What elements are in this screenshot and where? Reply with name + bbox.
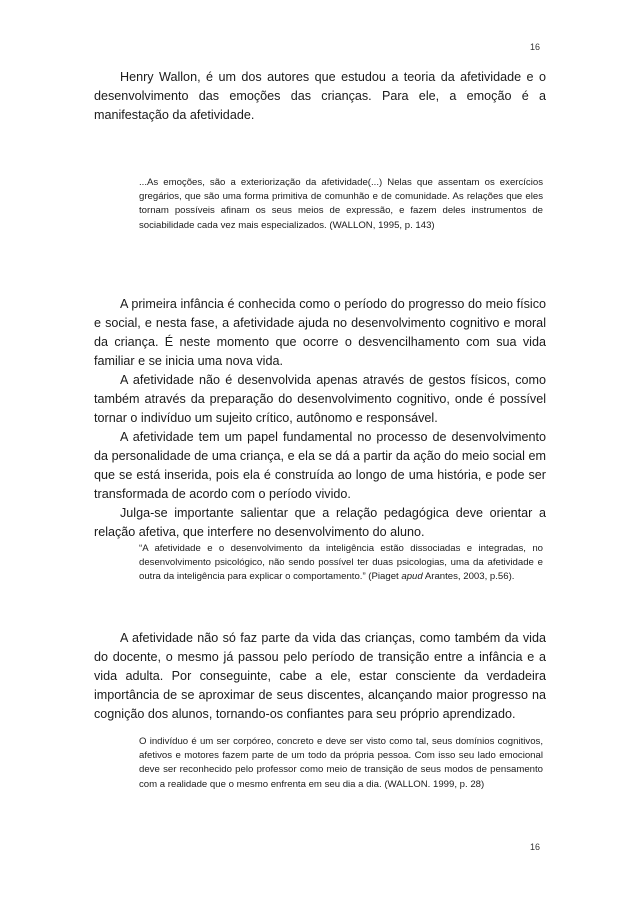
paragraph-personality: A afetividade tem um papel fundamental no processo de desenvolvimento da personalidade de uma criança, e ela se dá a partir da ação do meio social em que se está inserida, pois ela é construída ao longo de uma história, e pode ser transformada de acordo com o período vivido.	[94, 430, 546, 501]
page-number-top: 16	[529, 42, 540, 52]
quote-text-before: “A afetividade e o desenvolvimento da inteligência estão dissociadas e integradas, no desenvolvimento psicológico, não sendo possível ter duas psicologias, uma da afetividade e outra da inteligência para explicar o comportamento.” (Piaget	[139, 543, 543, 583]
paragraph-first-infancy: A primeira infância é conhecida como o período do progresso do meio físico e social, e nesta fase, a afetividade ajuda no desenvolvimento cognitivo e moral da criança. É neste momento que ocorre o desvencilhamento com sua vida familiar e se inicia uma nova vida.	[94, 297, 546, 368]
page-number-bottom: 16	[529, 842, 540, 852]
block-quote-wallon-1999: O indivíduo é um ser corpóreo, concreto e deve ser visto como tal, seus domínios cognitivos, afetivos e motores fazem parte de um todo da própria pessoa. Com isso seu lado emocional deve ser reconhecido pelo professor como meio de transição de seus modos de pensamento com a realidade que o mesmo enfrenta em seu dia a dia. (WALLON. 1999, p. 28)	[139, 736, 543, 790]
block-quote-piaget	[139, 542, 543, 585]
quote-italic-apud: apud	[401, 571, 423, 583]
paragraph-pedagogical: Julga-se importante salientar que a relação pedagógica deve orientar a relação afetiva, que interfere no desenvolvimento do aluno.	[94, 506, 546, 539]
block-quote-wallon-1995: ...As emoções, são a exteriorização da afetividade(...) Nelas que assentam os exercícios gregários, que são uma forma primitiva de comunhão e de comunidade. As relações que eles tornam possíveis afinam os seus meios de expressão, e fazem deles instrumentos de sociabilidade cada vez mais especializados. (WALLON, 1995, p. 143)	[139, 177, 543, 231]
quote-text-after: Arantes, 2003, p.56).	[422, 571, 515, 583]
paragraph-teacher: A afetividade não só faz parte da vida das crianças, como também da vida do docente, o mesmo já passou pelo período de transição entre a infância e a vida adulta. Por conseguinte, cabe a ele, estar consciente da verdadeira importância de se aproximar de seus discentes, alcançando maior progresso na cognição dos alunos, tornando-os confiantes para seu próprio aprendizado.	[94, 631, 546, 721]
paragraph-intro: Henry Wallon, é um dos autores que estudou a teoria da afetividade e o desenvolvimento das emoções das crianças. Para ele, a emoção é a manifestação da afetividade.	[94, 70, 546, 122]
paragraph-cognitive: A afetividade não é desenvolvida apenas através de gestos físicos, como também através da preparação do desenvolvimento cognitivo, onde é possível tornar o indivíduo um sujeito crítico, autônomo e responsável.	[94, 373, 546, 425]
